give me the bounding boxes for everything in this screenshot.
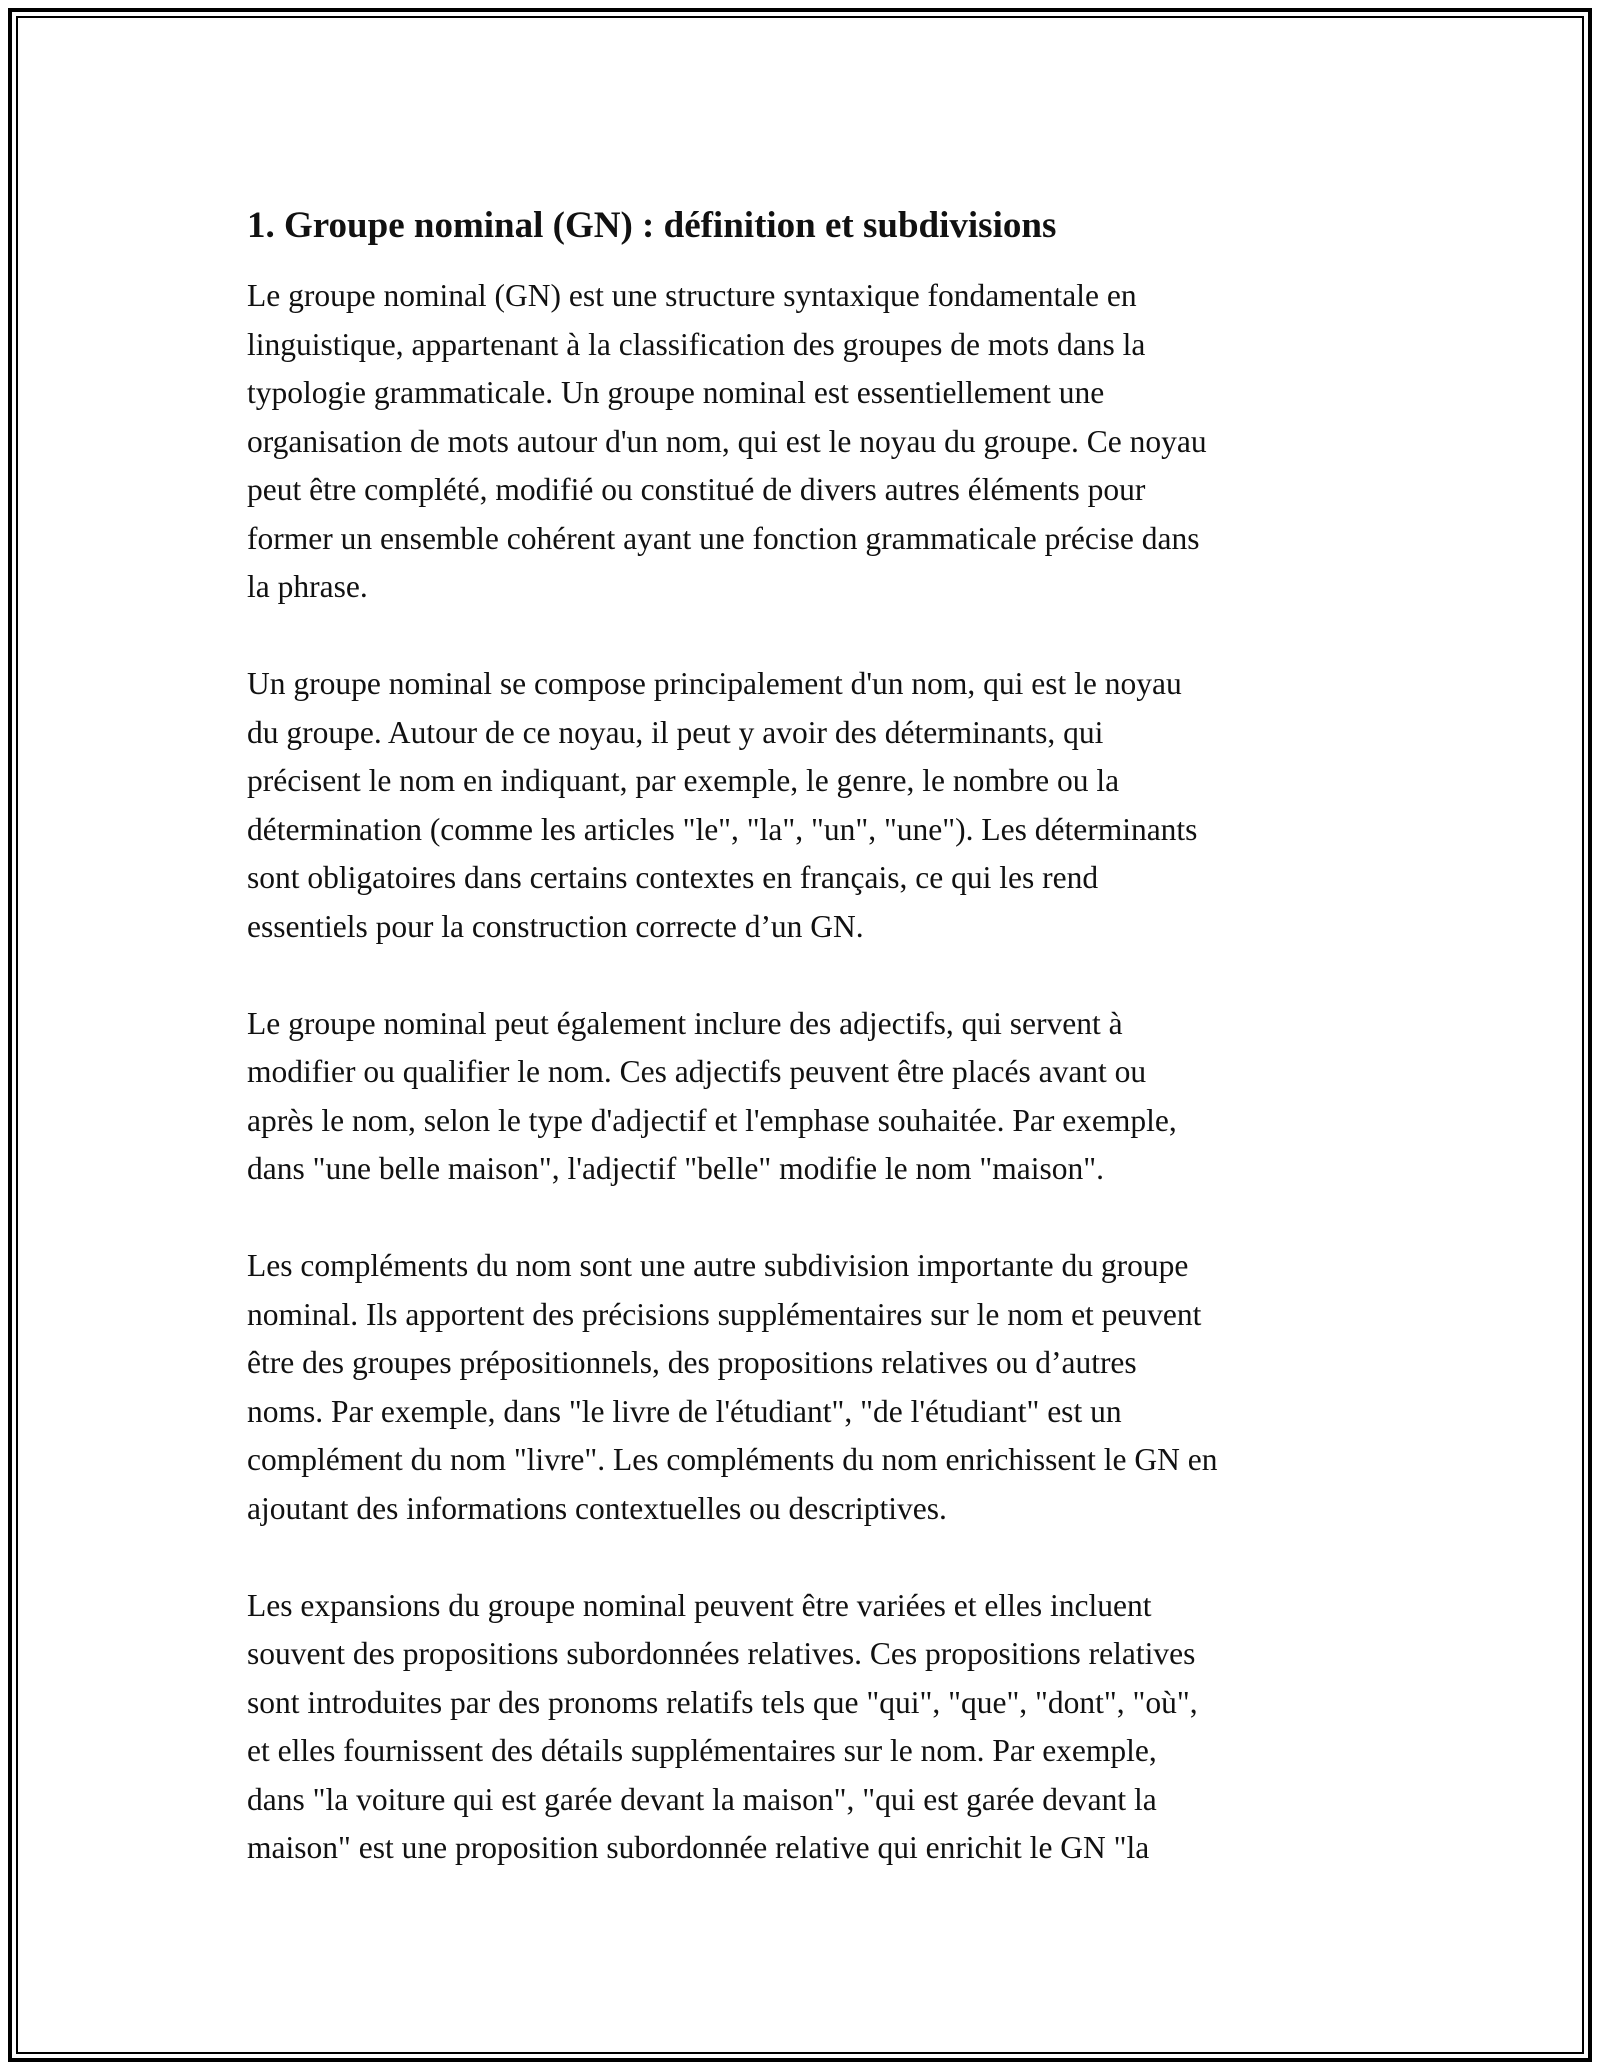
text-line: typologie grammaticale. Un groupe nominal est essentiellement une bbox=[247, 375, 1105, 410]
text-line: dans "une belle maison", l'adjectif "belle" modifie le nom "maison". bbox=[247, 1151, 1104, 1186]
text-line: Le groupe nominal (GN) est une structure syntaxique fondamentale en bbox=[247, 278, 1137, 313]
text-line: complément du nom "livre". Les compléments du nom enrichissent le GN en bbox=[247, 1442, 1218, 1477]
text-line: Un groupe nominal se compose principalement d'un nom, qui est le noyau bbox=[247, 666, 1182, 701]
text-line: linguistique, appartenant à la classification des groupes de mots dans la bbox=[247, 326, 1146, 362]
text-line: précisent le nom en indiquant, par exemple, le genre, le nombre ou la bbox=[247, 763, 1120, 798]
text-line: souvent des propositions subordonnées relatives. Ces propositions relatives bbox=[247, 1636, 1196, 1671]
text-line: peut être complété, modifié ou constitué de divers autres éléments pour bbox=[247, 472, 1146, 507]
text-line: Le groupe nominal peut également inclure des adjectifs, qui servent à bbox=[247, 1005, 1123, 1041]
page-frame bbox=[8, 8, 1592, 2062]
paragraph-expansions bbox=[247, 1582, 1387, 1873]
text-line: organisation de mots autour d'un nom, qui est le noyau du groupe. Ce noyau bbox=[247, 423, 1207, 459]
text-line: et elles fournissent des détails supplémentaires sur le nom. Par exemple, bbox=[247, 1733, 1157, 1768]
text-line: la phrase. bbox=[247, 569, 368, 604]
paragraph-definition bbox=[247, 272, 1387, 612]
text-line: ajoutant des informations contextuelles ou descriptives. bbox=[247, 1490, 947, 1526]
text-line: maison" est une proposition subordonnée relative qui enrichit le GN "la bbox=[247, 1830, 1150, 1865]
document-content bbox=[247, 202, 1387, 1921]
text-line: détermination (comme les articles "le", "la", "un", "une"). Les déterminants bbox=[247, 811, 1198, 847]
text-line: nominal. Ils apportent des précisions supplémentaires sur le nom et peuvent bbox=[247, 1296, 1202, 1332]
paragraph-complements bbox=[247, 1242, 1387, 1533]
text-line: modifier ou qualifier le nom. Ces adjectifs peuvent être placés avant ou bbox=[247, 1054, 1147, 1089]
paragraph-adjectives bbox=[247, 1000, 1387, 1194]
text-line: former un ensemble cohérent ayant une fonction grammaticale précise dans bbox=[247, 520, 1200, 556]
text-line: du groupe. Autour de ce noyau, il peut y avoir des déterminants, qui bbox=[247, 714, 1104, 750]
text-line: Les expansions du groupe nominal peuvent être variées et elles incluent bbox=[247, 1587, 1152, 1623]
text-line: après le nom, selon le type d'adjectif et l'emphase souhaitée. Par exemple, bbox=[247, 1102, 1177, 1138]
text-line: Les compléments du nom sont une autre subdivision importante du groupe bbox=[247, 1248, 1189, 1283]
text-line: être des groupes prépositionnels, des propositions relatives ou d’autres bbox=[247, 1345, 1137, 1380]
paragraph-determinants bbox=[247, 660, 1387, 951]
text-line: noms. Par exemple, dans "le livre de l'étudiant", "de l'étudiant" est un bbox=[247, 1393, 1122, 1429]
text-line: essentiels pour la construction correcte d’un GN. bbox=[247, 908, 864, 944]
section-heading: 1. Groupe nominal (GN) : définition et subdivisions bbox=[247, 205, 1057, 246]
text-line: dans "la voiture qui est garée devant la maison", "qui est garée devant la bbox=[247, 1781, 1157, 1817]
text-line: sont introduites par des pronoms relatifs tels que "qui", "que", "dont", "où", bbox=[247, 1684, 1198, 1720]
text-line: sont obligatoires dans certains contextes en français, ce qui les rend bbox=[247, 860, 1099, 895]
